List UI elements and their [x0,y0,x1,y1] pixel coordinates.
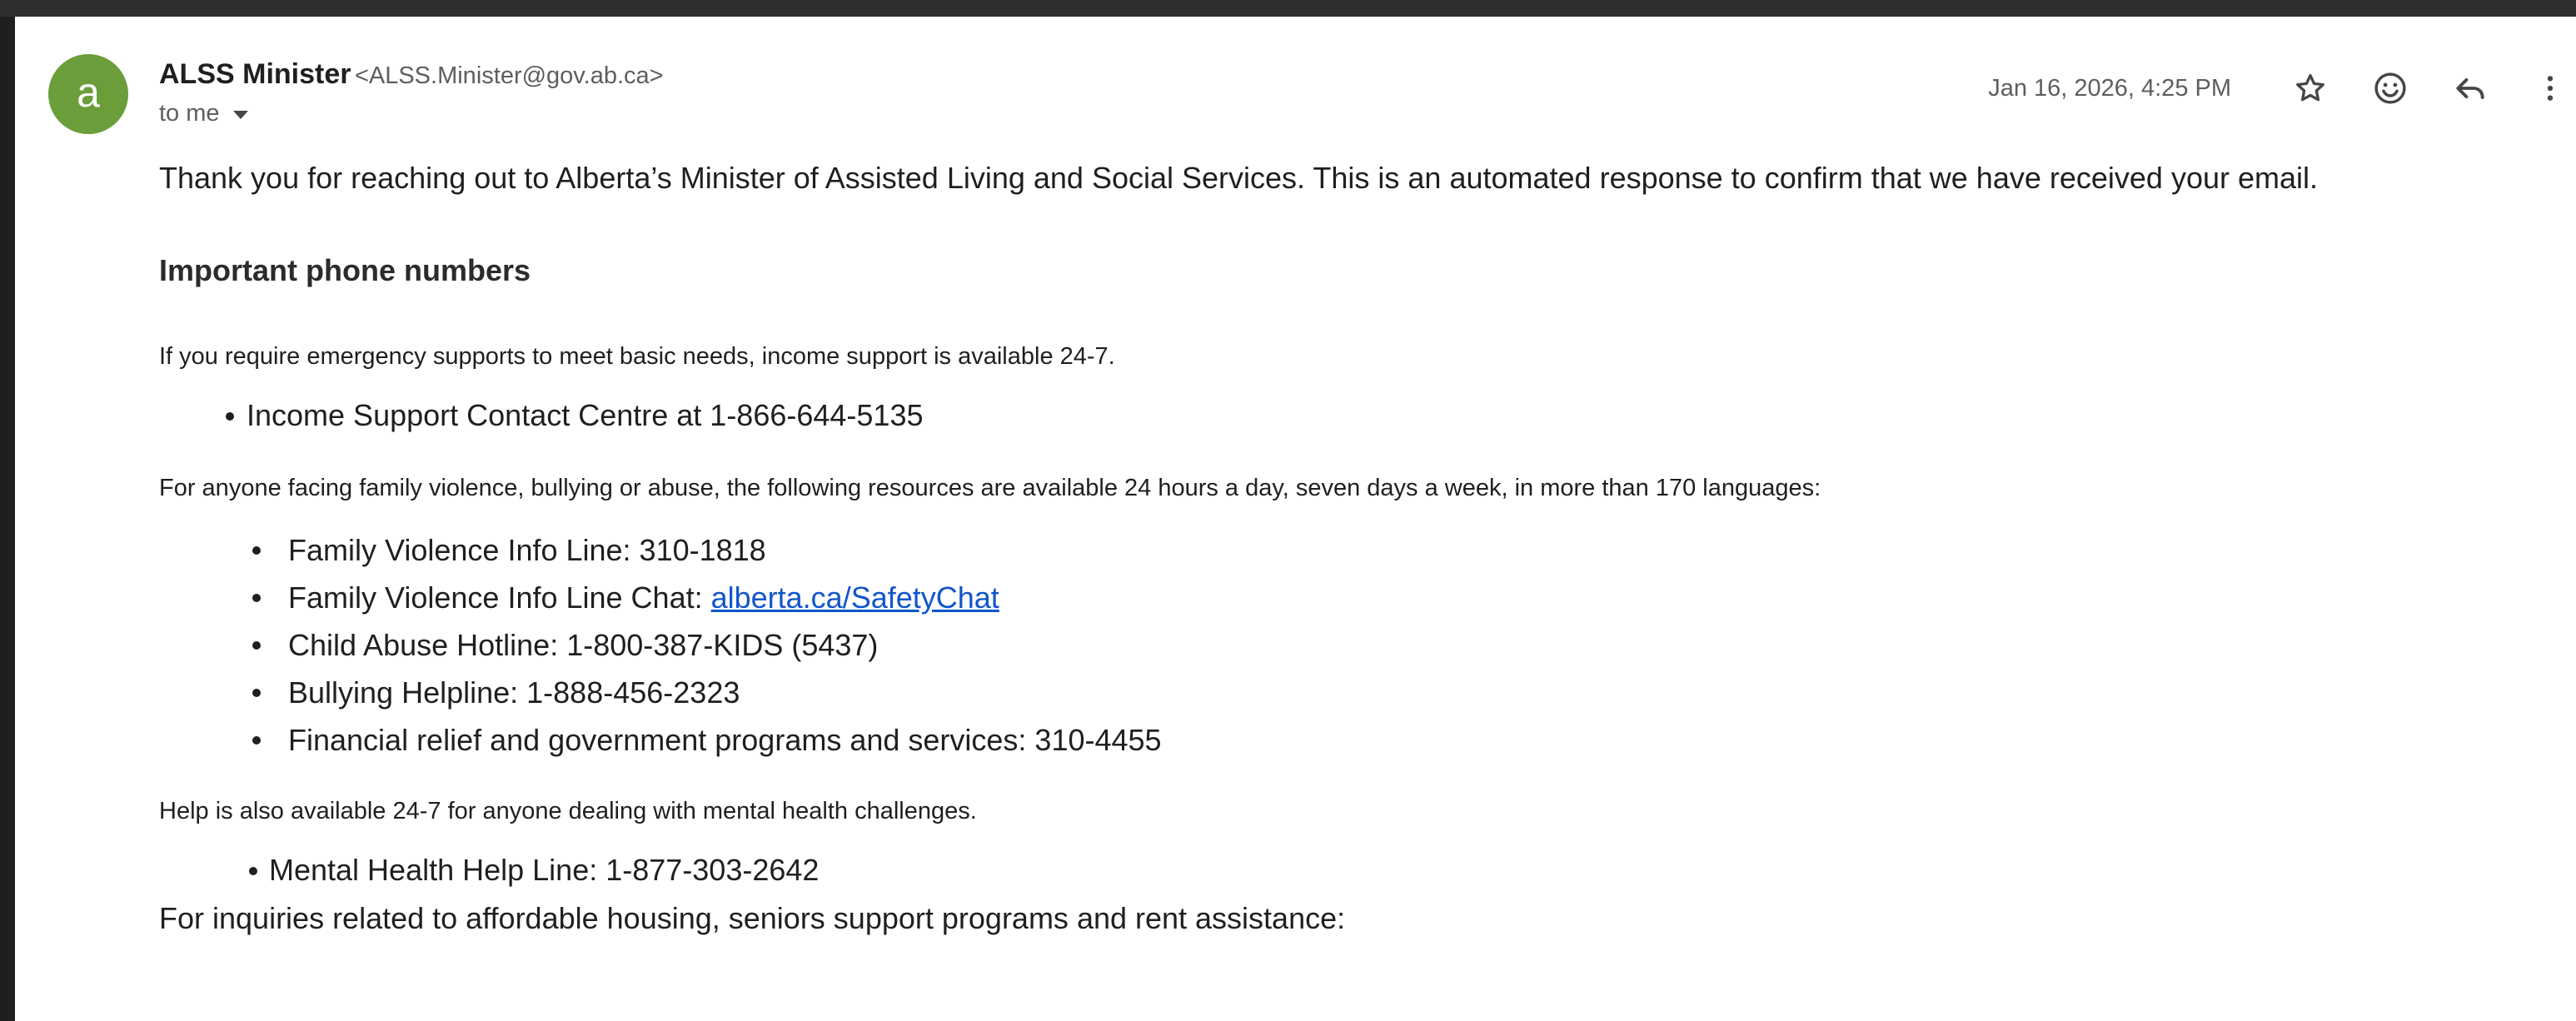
more-vert-icon [2534,72,2567,105]
sender-avatar[interactable]: a [48,54,128,134]
star-button[interactable] [2285,62,2336,114]
safety-chat-link[interactable]: alberta.ca/SafetyChat [710,580,999,615]
star-icon [2293,71,2328,106]
list-item: Financial relief and government programs and services: 310-4455 [159,716,2533,764]
more-options-button[interactable] [2524,62,2576,114]
message-header-actions [1988,62,2576,114]
add-reaction-button[interactable] [2364,62,2416,114]
section-heading: Important phone numbers [159,253,531,287]
violence-resources-list [159,526,2533,764]
window-top-bar [0,0,2576,17]
housing-paragraph: For inquiries related to affordable housing, seniors support programs and rent assistance: [159,901,1346,935]
sender-email[interactable]: <ALSS.Minister@gov.ab.ca> [354,62,664,89]
mental-health-list [159,849,2533,892]
mental-health-paragraph: Help is also available 24-7 for anyone dealing with mental health challenges. [159,798,977,824]
income-support-list [159,394,2533,437]
list-item: Family Violence Info Line: 310-1818 [159,526,2533,574]
list-item [159,574,2533,621]
smiley-icon [2372,70,2409,107]
list-item: Bullying Helpline: 1-888-456-2323 [159,669,2533,716]
list-item: Mental Health Help Line: 1-877-303-2642 [159,849,2533,892]
chevron-down-icon[interactable] [233,111,248,119]
message-date: Jan 16, 2026, 4:25 PM [1988,74,2231,102]
sender-name[interactable]: ALSS Minister [159,58,351,90]
sender-line [159,58,664,91]
violence-paragraph: For anyone facing family violence, bullying or abuse, the following resources are available 24 hours a day, seven days a week, in more than 170 languages: [159,475,1821,501]
intro-paragraph: Thank you for reaching out to Alberta’s Minister of Assisted Living and Social Services. This is an automated response to confirm that we have received your email. [159,161,2318,195]
list-item-label: Family Violence Info Line Chat: [288,580,711,615]
reply-icon [2452,70,2489,107]
list-item: Income Support Contact Centre at 1-866-644-5135 [159,394,2533,437]
email-body [159,158,2533,939]
emergency-paragraph: If you require emergency supports to meet basic needs, income support is available 24-7. [159,343,1115,370]
reply-button[interactable] [2444,62,2496,114]
email-message [15,17,2576,1021]
recipient-label: to me [159,100,220,127]
recipient-details-toggle[interactable] [159,100,248,127]
list-item: Child Abuse Hotline: 1-800-387-KIDS (5437) [159,621,2533,669]
left-panel-edge [0,17,15,1021]
